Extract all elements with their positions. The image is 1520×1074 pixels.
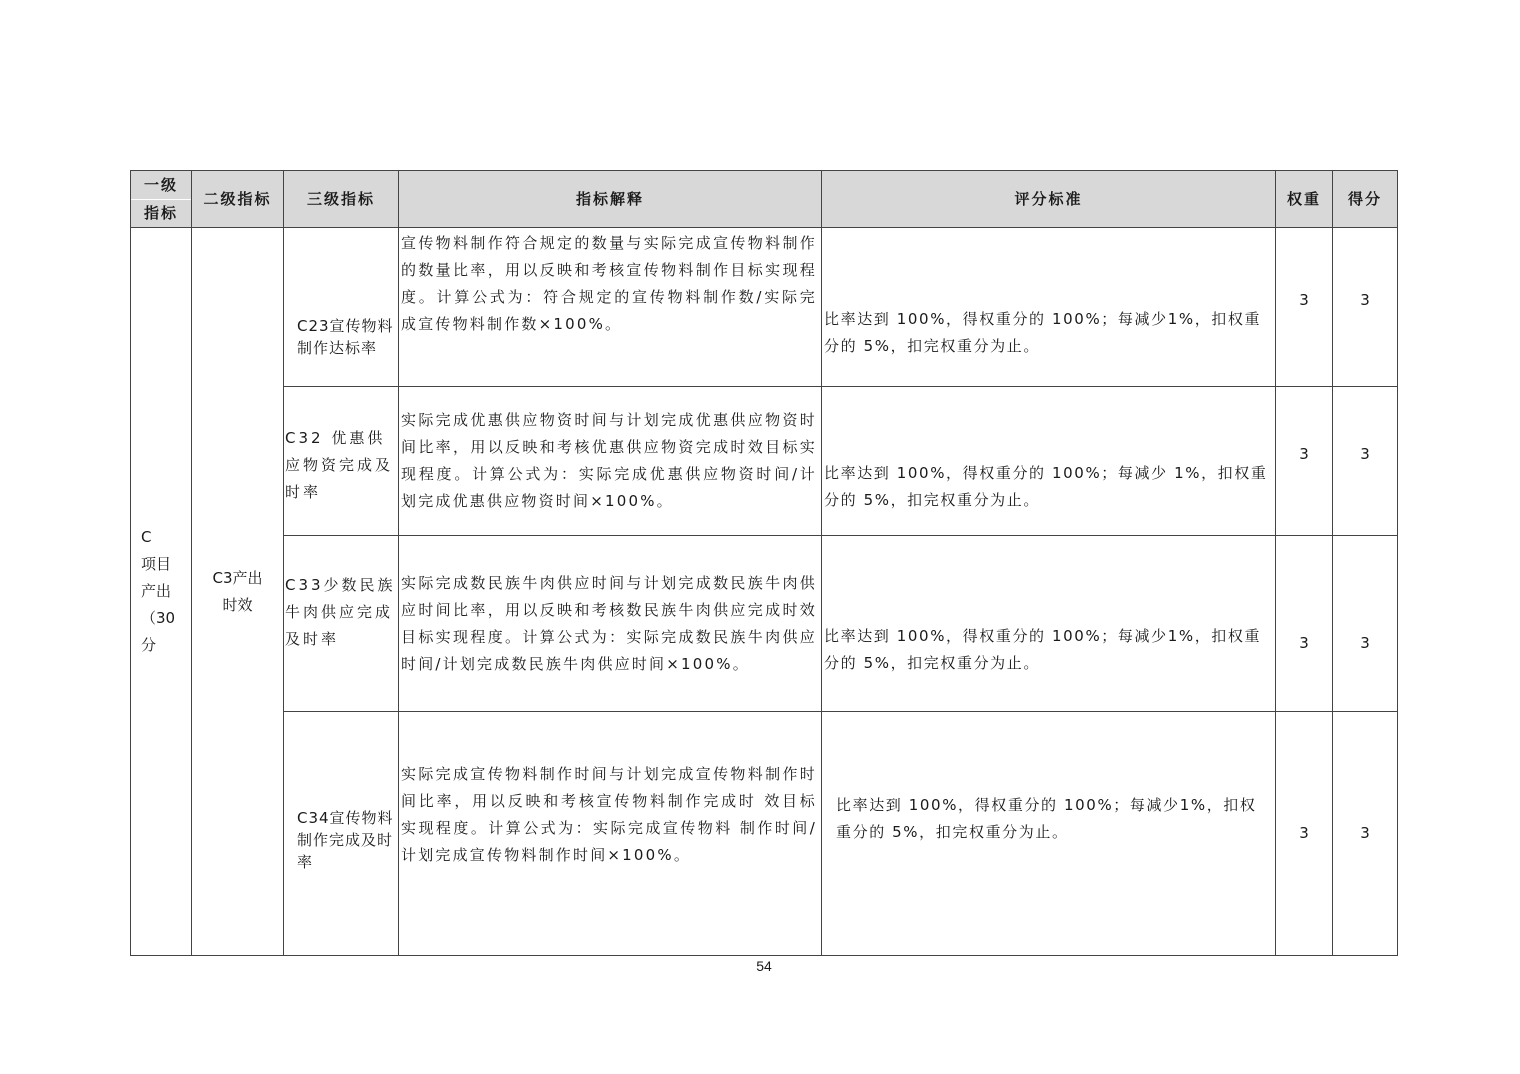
indicator-cell: C32 优惠供应物资完成及时率 [284,387,399,536]
indicator-cell: C33少数民族牛肉供应完成及时率 [284,536,399,712]
standard-cell [822,712,1276,956]
level1-cell [131,228,192,956]
score-cell: 3 [1333,536,1398,712]
weight-cell: 3 [1276,387,1333,536]
level2-line2: 时效 [222,595,253,614]
explanation-cell: 宣传物料制作符合规定的数量与实际完成宣传物料制作的数量比率，用以反映和考核宣传物料制作目标实现程度。计算公式为：符合规定的宣传物料制作数/实际完成宣传物料制作数×100%。 [399,228,822,387]
explanation-cell: 实际完成数民族牛肉供应时间与计划完成数民族牛肉供应时间比率，用以反映和考核数民族牛肉供应完成时效目标实现程度。计算公式为：实际完成数民族牛肉供应时间/计划完成数民族牛肉供应时间×100%。 [399,536,822,712]
standard-text: 比率达到 100%，得权重分的 100%；每减少1%，扣权重分的 5%，扣完权重分为止。 [824,626,1262,672]
score-cell: 3 [1333,228,1398,387]
header-level2: 二级指标 [192,171,284,228]
header-level3: 三级指标 [284,171,399,228]
header-weight: 权重 [1276,171,1333,228]
header-level1 [131,171,192,228]
standard-text: 比率达到 100%，得权重分的 100%；每减少1%，扣权重分的 5%，扣完权重分为止。 [824,310,1262,355]
standard-cell [822,536,1276,712]
header-level1-line2: 指标 [131,199,191,227]
level1-line3: 产出 [141,582,172,600]
level1-line2: 项目 [141,555,172,573]
evaluation-table [130,170,1398,956]
level2-line1: C3产出 [212,568,263,587]
level1-line1: C [141,528,152,546]
indicator-cell: C34宣传物料制作完成及时率 [284,712,399,956]
table-row [131,228,1398,387]
weight-cell: 3 [1276,228,1333,387]
standard-cell [822,228,1276,387]
score-cell: 3 [1333,387,1398,536]
table-row [131,387,1398,536]
weight-cell: 3 [1276,712,1333,956]
header-level1-line1: 一级 [143,175,178,194]
indicator-cell: C23宣传物料制作达标率 [284,228,399,387]
table-row [131,712,1398,956]
score-cell: 3 [1333,712,1398,956]
standard-text: 比率达到 100%，得权重分的 100%；每减少1%，扣权重分的 5%，扣完权重分为止。 [836,795,1257,841]
level2-cell [192,228,284,956]
table-header-row [131,171,1398,228]
header-explanation: 指标解释 [399,171,822,228]
explanation-cell: 实际完成优惠供应物资时间与计划完成优惠供应物资时间比率，用以反映和考核优惠供应物资完成时效目标实现程度。计算公式为：实际完成优惠供应物资时间/计划完成优惠供应物资时间×100%。 [399,387,822,536]
standard-text: 比率达到 100%，得权重分的 100%；每减少 1%，扣权重分的 5%，扣完权重分为止。 [824,464,1268,509]
explanation-cell: 实际完成宣传物料制作时间与计划完成宣传物料制作时间比率，用以反映和考核宣传物料制作完成时 效目标实现程度。计算公式为：实际完成宣传物料 制作时间/计划完成宣传物料制作时间×100%。 [399,712,822,956]
level1-line5: 分 [141,636,157,654]
level1-line4: （30 [141,609,176,627]
standard-cell [822,387,1276,536]
table-row [131,536,1398,712]
header-standard: 评分标准 [822,171,1276,228]
page-number: 54 [756,958,772,974]
header-score: 得分 [1333,171,1398,228]
weight-cell: 3 [1276,536,1333,712]
